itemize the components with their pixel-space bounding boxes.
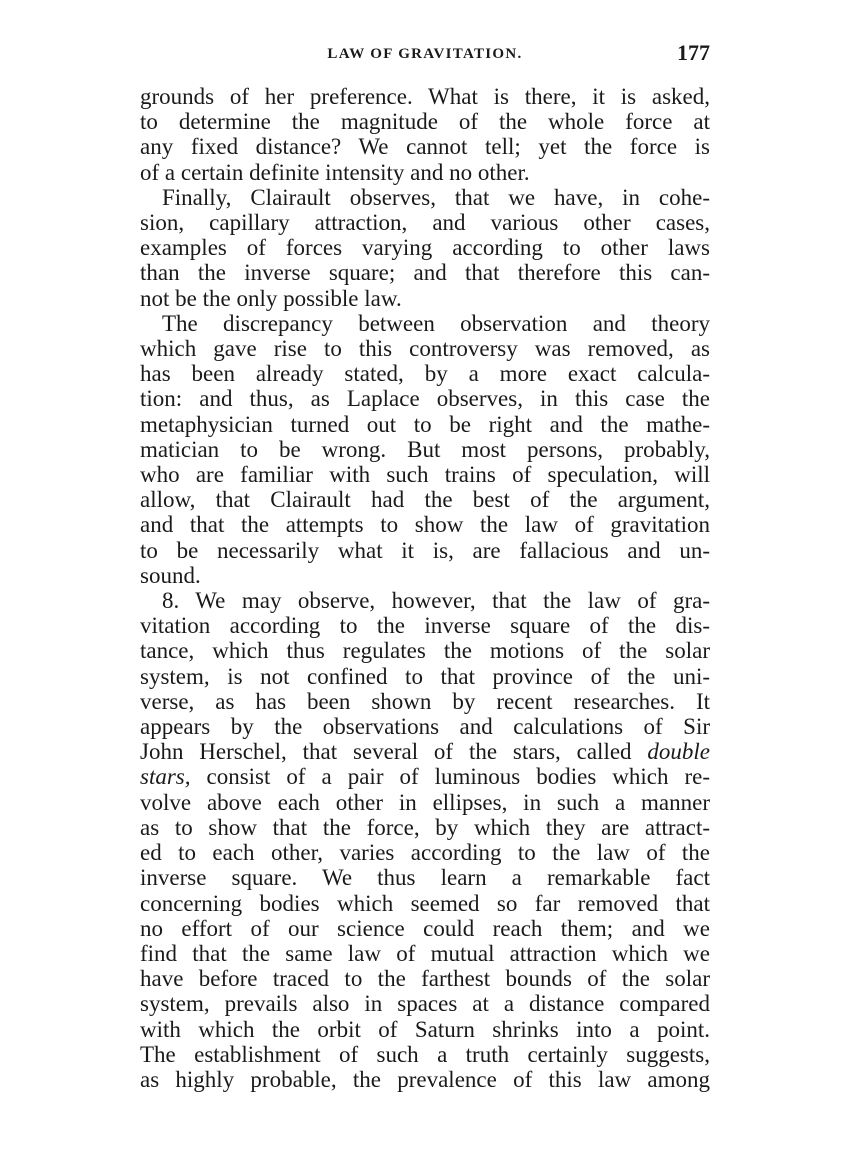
text-line <box>140 739 710 764</box>
text-line <box>140 386 710 411</box>
text-line <box>140 134 710 159</box>
line-text: grounds of her preference. What is there, it is asked, <box>140 84 710 109</box>
line-text: The discrepancy between observation and theory <box>162 310 710 336</box>
line-text: to be necessarily what it is, are fallacious and un- <box>140 537 710 563</box>
text-line <box>140 260 710 285</box>
text-line <box>140 613 710 638</box>
text-line <box>140 664 710 689</box>
text-line <box>140 991 710 1016</box>
text-line <box>140 941 710 966</box>
text-line <box>140 512 710 537</box>
line-text: any fixed distance? We cannot tell; yet the force is <box>140 134 710 160</box>
running-header <box>140 40 710 70</box>
text-line <box>140 764 710 789</box>
line-text: which gave rise to this controversy was removed, as <box>140 336 710 362</box>
line-text: have before traced to the farthest bounds of the solar <box>140 966 710 992</box>
line-text: as to show that the force, by which they are attract- <box>140 814 710 840</box>
line-text: The establishment of such a truth certainly suggests, <box>140 1041 710 1067</box>
line-text: ed to each other, varies according to the law of the <box>140 840 710 866</box>
line-text: has been already stated, by a more exact calcula- <box>140 361 710 387</box>
text-line <box>140 210 710 235</box>
text-line <box>140 109 710 134</box>
text-line <box>140 412 710 437</box>
line-text: inverse square. We thus learn a remarkable fact <box>140 865 710 891</box>
line-text: of a certain definite intensity and no other. <box>140 159 530 185</box>
text-line <box>140 588 710 613</box>
text-line <box>140 840 710 865</box>
line-text: examples of forces varying according to other laws <box>140 235 710 261</box>
line-text: volve above each other in ellipses, in such a manner <box>140 789 710 815</box>
text-line <box>140 311 710 336</box>
running-title: LAW OF GRAVITATION. <box>327 46 523 62</box>
line-text: appears by the observations and calculations of Sir <box>140 714 710 740</box>
line-text: allow, that Clairault had the best of the argument, <box>140 487 710 513</box>
line-text: than the inverse square; and that therefore this can- <box>140 260 710 286</box>
line-text: consist of a pair of luminous bodies which re- <box>206 764 710 790</box>
text-line <box>140 563 710 588</box>
line-text: sion, capillary attraction, and various other cases, <box>140 210 710 236</box>
text-line <box>140 462 710 487</box>
line-text: no effort of our science could reach them; and we <box>140 915 710 941</box>
text-line <box>140 336 710 361</box>
text-line <box>140 865 710 890</box>
text-line <box>140 160 710 185</box>
line-text: who are familiar with such trains of speculation, will <box>140 462 710 488</box>
text-line <box>140 487 710 512</box>
line-text: to determine the magnitude of the whole force at <box>140 109 710 135</box>
line-text: metaphysician turned out to be right and the mathe- <box>140 411 710 437</box>
line-text: John Herschel, that several of the stars, called <box>140 739 632 765</box>
italic-term: stars, <box>140 764 191 790</box>
line-text: verse, as has been shown by recent researches. It <box>140 688 710 714</box>
line-text: system, is not confined to that province of the uni- <box>140 663 710 689</box>
text-line <box>140 1042 710 1067</box>
italic-term: double <box>647 739 711 765</box>
line-text: and that the attempts to show the law of gravitation <box>140 512 710 538</box>
body-text <box>140 84 710 1092</box>
line-text: Finally, Clairault observes, that we have, in cohe- <box>162 184 710 210</box>
line-text: vitation according to the inverse square of the dis- <box>140 613 710 639</box>
text-line <box>140 689 710 714</box>
text-line <box>140 916 710 941</box>
line-text: concerning bodies which seemed so far removed that <box>140 890 710 916</box>
text-line <box>140 538 710 563</box>
line-text: matician to be wrong. But most persons, probably, <box>140 436 710 462</box>
page-number: 177 <box>677 40 710 65</box>
line-text: system, prevails also in spaces at a distance compared <box>140 991 710 1017</box>
text-line <box>140 185 710 210</box>
line-text: as highly probable, the prevalence of this law among <box>140 1066 710 1092</box>
line-text: tance, which thus regulates the motions of the solar <box>140 638 710 664</box>
line-text: sound. <box>140 562 201 588</box>
text-line <box>140 815 710 840</box>
line-text: 8. We may observe, however, that the law of gra- <box>162 588 710 614</box>
text-line <box>140 1067 710 1092</box>
text-line <box>140 891 710 916</box>
text-line <box>140 966 710 991</box>
text-line <box>140 437 710 462</box>
text-line <box>140 84 710 109</box>
text-line <box>140 286 710 311</box>
line-text: tion: and thus, as Laplace observes, in this case the <box>140 386 710 412</box>
line-text: not be the only possible law. <box>140 285 402 311</box>
text-line <box>140 638 710 663</box>
line-text: find that the same law of mutual attraction which we <box>140 940 710 966</box>
text-line <box>140 361 710 386</box>
text-line <box>140 790 710 815</box>
text-line <box>140 714 710 739</box>
text-line <box>140 1017 710 1042</box>
text-line <box>140 235 710 260</box>
line-text: with which the orbit of Saturn shrinks into a point. <box>140 1016 710 1042</box>
